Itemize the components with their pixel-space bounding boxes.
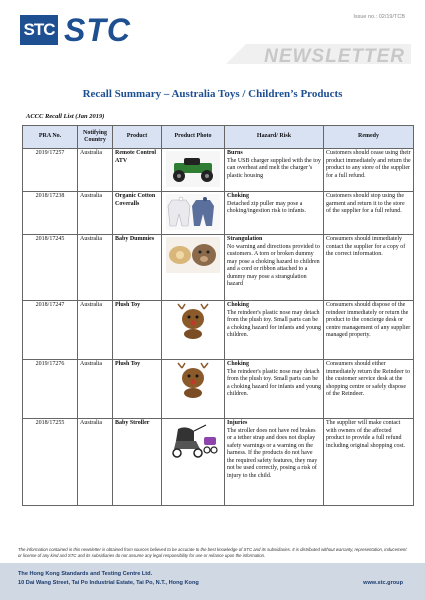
baby-dummies-photo (166, 237, 220, 273)
remedy: Customers should stop using the garment and return it to the store of the supplier for a full refund. (324, 192, 414, 235)
product-name: Baby Dummies (113, 235, 162, 301)
hazard-description: The reindeer's plastic nose may detach from the plush toy. Small parts can be a choking hazard for infants and young children. (227, 368, 321, 397)
page-title: Recall Summary – Australia Toys / Children’s Products (82, 88, 343, 100)
pra-number: 2018/17238 (23, 192, 78, 235)
hazard-cell (225, 301, 324, 360)
hazard-title: Choking (227, 193, 250, 199)
table-row (23, 235, 414, 301)
hazard-cell (225, 360, 324, 419)
notifying-country: Australia (78, 235, 113, 301)
legal-disclaimer: The information contained in this newsletter is obtained from sources believed to be accurate to the best knowledge of STC and its subsidiaries. It is distributed without warranty, representation, inducement or license of any kind and STC and its subsidiaries do not assume any legal responsibility for use or reliance upon the information. (18, 547, 407, 558)
hazard-description: Detached zip puller may pose a choking/ingestion risk to infants. (227, 200, 306, 214)
column-header: Remedy (324, 126, 414, 149)
atv-toy-photo (166, 151, 220, 187)
notifying-country: Australia (78, 301, 113, 360)
company-name: The Hong Kong Standards and Testing Centre Ltd. (18, 571, 153, 577)
product-name: Baby Stroller (113, 419, 162, 506)
product-photo-cell (162, 149, 225, 192)
table-row (23, 360, 414, 419)
table-header-row (23, 126, 414, 149)
remedy: Consumers should either immediately return the Reindeer to the customer service desk at the shopping centre or safely dispose of the Reindeer. (324, 360, 414, 419)
recall-table (22, 125, 414, 506)
hazard-cell (225, 419, 324, 506)
table-row (23, 301, 414, 360)
stc-logo: STC (20, 15, 58, 45)
product-photo-cell (162, 192, 225, 235)
brand-name: STC (64, 12, 131, 48)
product-name: Plush Toy (113, 360, 162, 419)
issue-number: Issue no.: 02/19/TCB (353, 14, 405, 20)
hazard-description: The reindeer's plastic nose may detach from the plush toy. Small parts can be a choking hazard for infants and young children. (227, 309, 321, 338)
table-row (23, 149, 414, 192)
column-header: Hazard/ Risk (225, 126, 324, 149)
website-link[interactable]: www.stc.group (363, 580, 403, 586)
hazard-cell (225, 192, 324, 235)
product-name: Plush Toy (113, 301, 162, 360)
pra-number: 2019/17276 (23, 360, 78, 419)
hazard-title: Strangulation (227, 236, 263, 242)
product-name: Remote Control ATV (113, 149, 162, 192)
product-photo-cell (162, 360, 225, 419)
hazard-title: Choking (227, 302, 250, 308)
notifying-country: Australia (78, 149, 113, 192)
column-header: Product (113, 126, 162, 149)
remedy: Consumers should immediately contact the supplier for a copy of the correct information. (324, 235, 414, 301)
pra-number: 2018/17247 (23, 301, 78, 360)
newsletter-label: NEWSLETTER (264, 46, 405, 67)
product-name: Organic Cotton Coveralls (113, 192, 162, 235)
product-photo-cell (162, 419, 225, 506)
remedy: The supplier will make contact with owners of the affected product to provide a full refund including original shopping cost. (324, 419, 414, 506)
hazard-description: The stroller does not have red brakes or a tether strap and does not display safety warnings or a warning on the harness. If the products do not have the required safety features, they may not be used correctly, posing a risk of injury to the child. (227, 427, 318, 479)
hazard-title: Burns (227, 150, 243, 156)
coveralls-photo (166, 194, 220, 230)
product-photo-cell (162, 235, 225, 301)
pra-number: 2018/17245 (23, 235, 78, 301)
hazard-cell (225, 149, 324, 192)
remedy: Consumers should dispose of the reindeer immediately or return the product to the concierge desk or centre management of any supplier managed property. (324, 301, 414, 360)
notifying-country: Australia (78, 360, 113, 419)
hazard-title: Injuries (227, 420, 248, 426)
recall-list-subtitle: ACCC Recall List (Jan 2019) (26, 113, 105, 120)
notifying-country: Australia (78, 419, 113, 506)
plush-reindeer-photo (166, 303, 220, 339)
column-header: Notifying Country (78, 126, 113, 149)
product-photo-cell (162, 301, 225, 360)
column-header: Product Photo (162, 126, 225, 149)
plush-reindeer-photo (166, 362, 220, 398)
hazard-description: No warning and directions provided to customers. A torn or broken dummy may pose a choking hazard to children and a cord or ribbon attached to a dummy may pose a strangulation hazard (227, 243, 320, 287)
hazard-description: The USB charger supplied with the toy can overheat and melt the charger’s plastic housing (227, 157, 321, 179)
hazard-title: Choking (227, 361, 250, 367)
column-header: PRA No. (23, 126, 78, 149)
table-row (23, 192, 414, 235)
remedy: Customers should cease using their product immediately and return the product to any store of the supplier for a full refund. (324, 149, 414, 192)
pra-number: 2019/17257 (23, 149, 78, 192)
stroller-photo (166, 421, 220, 461)
table-row (23, 419, 414, 506)
hazard-cell (225, 235, 324, 301)
pra-number: 2018/17255 (23, 419, 78, 506)
company-address: 10 Dai Wang Street, Tai Po Industrial Estate, Tai Po, N.T., Hong Kong (18, 580, 199, 586)
notifying-country: Australia (78, 192, 113, 235)
